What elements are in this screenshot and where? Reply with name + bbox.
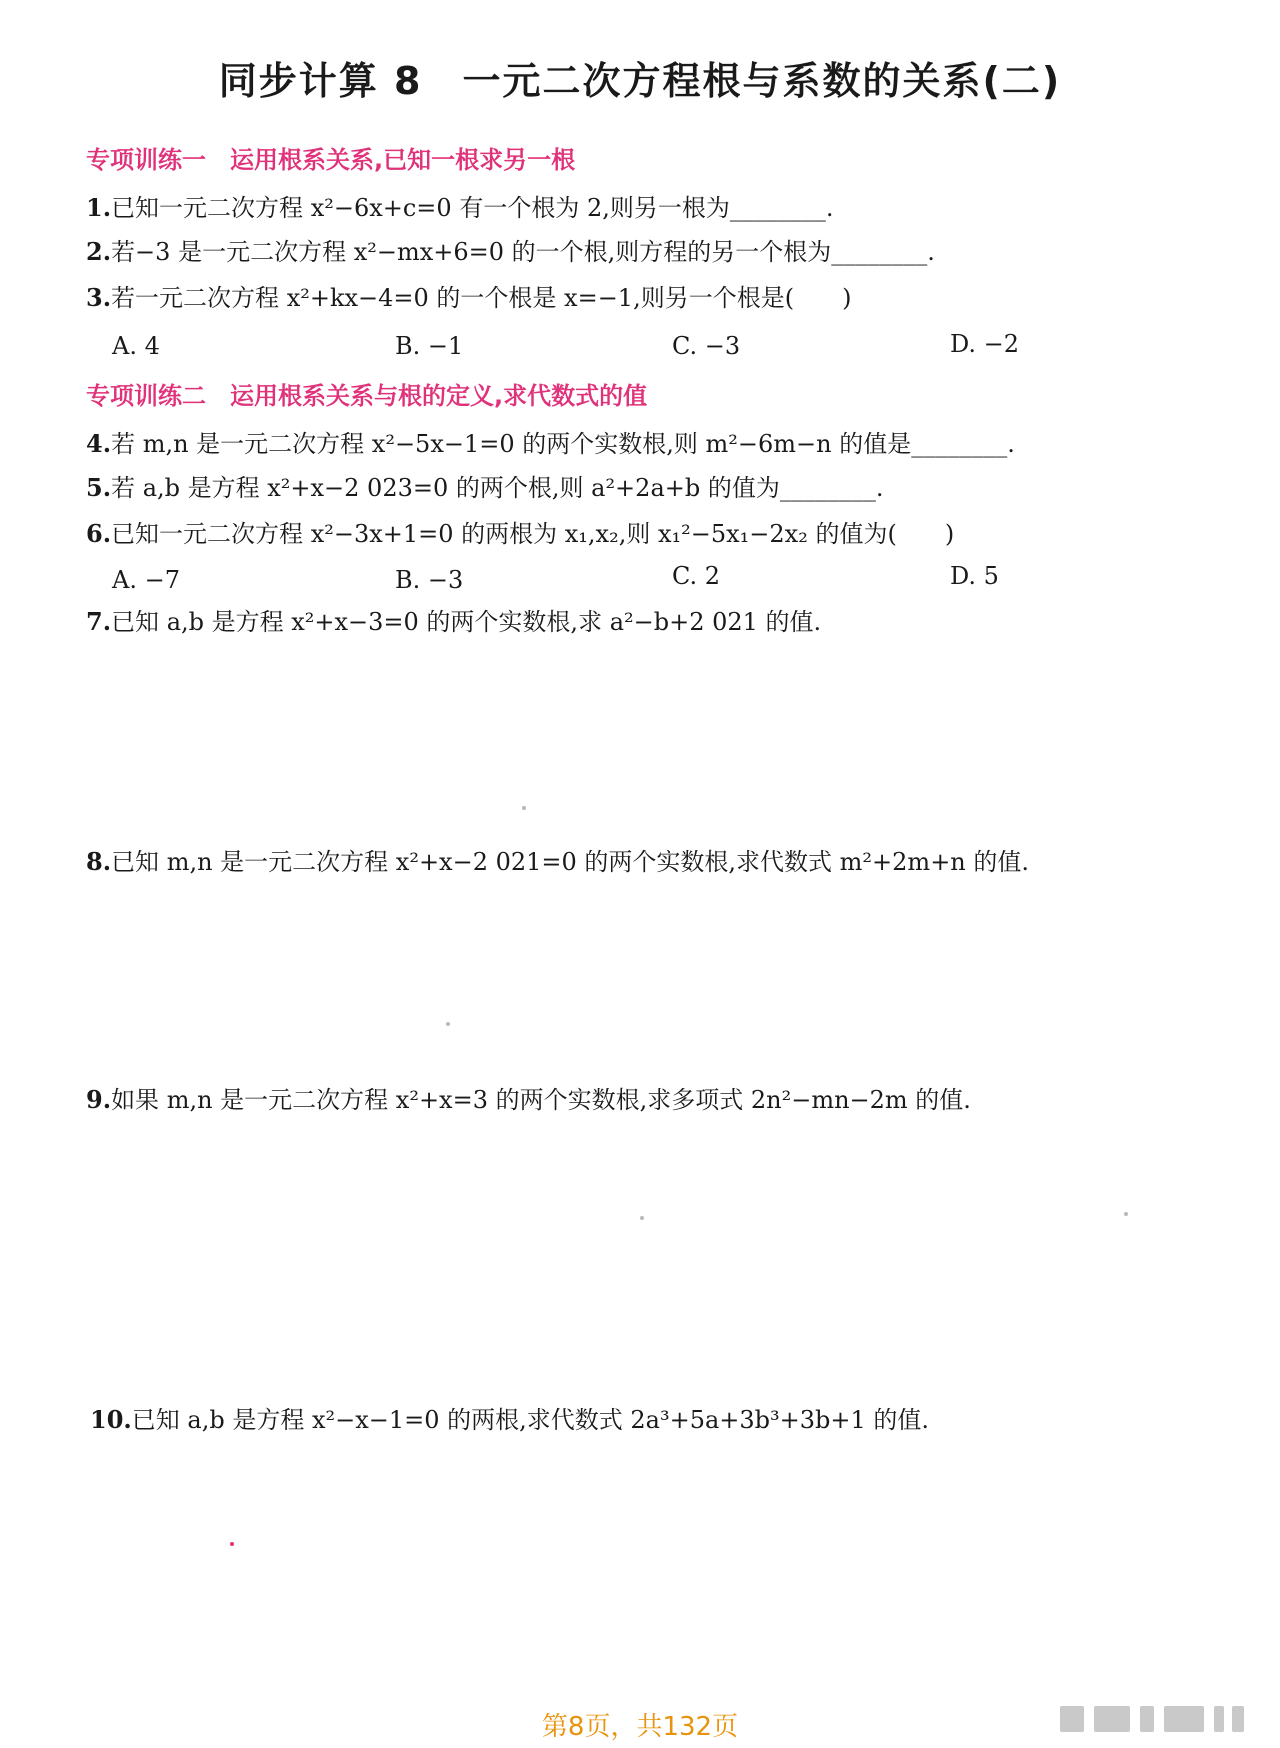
option-d: D. 5 <box>950 562 999 590</box>
scan-speck <box>1124 1212 1128 1216</box>
option-c: C. −3 <box>672 332 741 360</box>
question-text: 已知 a,b 是方程 x²−x−1=0 的两根,求代数式 2a³+5a+3b³+3b+1 的值. <box>131 1406 930 1434</box>
question-1 <box>86 192 833 224</box>
option-b: B. −1 <box>395 332 464 360</box>
question-10 <box>90 1404 929 1436</box>
question-number: 8. <box>86 847 112 876</box>
question-8 <box>86 846 1029 878</box>
question-text: 已知 a,b 是方程 x²+x−3=0 的两个实数根,求 a²−b+2 021 的值. <box>111 608 822 636</box>
watermark-bars <box>1060 1698 1260 1738</box>
section-heading-2: 专项训练二 运用根系关系与根的定义,求代数式的值 <box>86 382 648 410</box>
question-9 <box>86 1084 971 1116</box>
scan-speck <box>522 806 526 810</box>
watermark-bar <box>1232 1706 1244 1732</box>
page-footer: 第8页，共132页 <box>541 1712 739 1742</box>
question-text: 已知一元二次方程 x²−3x+1=0 的两根为 x₁,x₂,则 x₁²−5x₁−2x₂ 的值为( ) <box>111 520 955 548</box>
question-6 <box>86 518 954 550</box>
question-number: 6. <box>86 519 112 548</box>
page-title: 同步计算 8 一元二次方程根与系数的关系(二) <box>218 59 1062 103</box>
question-text: 若一元二次方程 x²+kx−4=0 的一个根是 x=−1,则另一个根是( ) <box>111 284 852 312</box>
watermark-bar <box>1214 1706 1224 1732</box>
scan-speck <box>640 1216 644 1220</box>
question-3 <box>86 282 851 314</box>
watermark-bar <box>1164 1706 1204 1732</box>
option-a: A. 4 <box>112 332 160 360</box>
option-d: D. −2 <box>950 330 1020 358</box>
watermark-bar <box>1140 1706 1154 1732</box>
question-2 <box>86 236 935 268</box>
watermark-bar <box>1094 1706 1130 1732</box>
option-b: B. −3 <box>395 566 464 594</box>
scan-speck <box>446 1022 450 1026</box>
option-c: C. 2 <box>672 562 721 590</box>
question-number: 1. <box>86 193 112 222</box>
question-text: 已知 m,n 是一元二次方程 x²+x−2 021=0 的两个实数根,求代数式 m²+2m+n 的值. <box>111 848 1030 876</box>
question-number: 5. <box>86 473 112 502</box>
question-5 <box>86 472 883 504</box>
question-7 <box>86 606 821 638</box>
scan-speck <box>230 1542 234 1546</box>
question-text: 若−3 是一元二次方程 x²−mx+6=0 的一个根,则方程的另一个根为________. <box>111 238 935 266</box>
question-number: 10. <box>90 1405 132 1434</box>
question-4 <box>86 428 1015 460</box>
section-heading-1: 专项训练一 运用根系关系,已知一根求另一根 <box>86 146 576 174</box>
question-text: 若 a,b 是方程 x²+x−2 023=0 的两个根,则 a²+2a+b 的值为________. <box>111 474 884 502</box>
watermark-bar <box>1060 1706 1084 1732</box>
question-number: 2. <box>86 237 112 266</box>
question-number: 3. <box>86 283 112 312</box>
question-number: 4. <box>86 429 112 458</box>
question-text: 若 m,n 是一元二次方程 x²−5x−1=0 的两个实数根,则 m²−6m−n 的值是________. <box>111 430 1015 458</box>
question-text: 已知一元二次方程 x²−6x+c=0 有一个根为 2,则另一根为________. <box>111 194 834 222</box>
question-text: 如果 m,n 是一元二次方程 x²+x=3 的两个实数根,求多项式 2n²−mn−2m 的值. <box>111 1086 971 1114</box>
question-number: 7. <box>86 607 112 636</box>
question-number: 9. <box>86 1085 112 1114</box>
option-a: A. −7 <box>112 566 180 594</box>
